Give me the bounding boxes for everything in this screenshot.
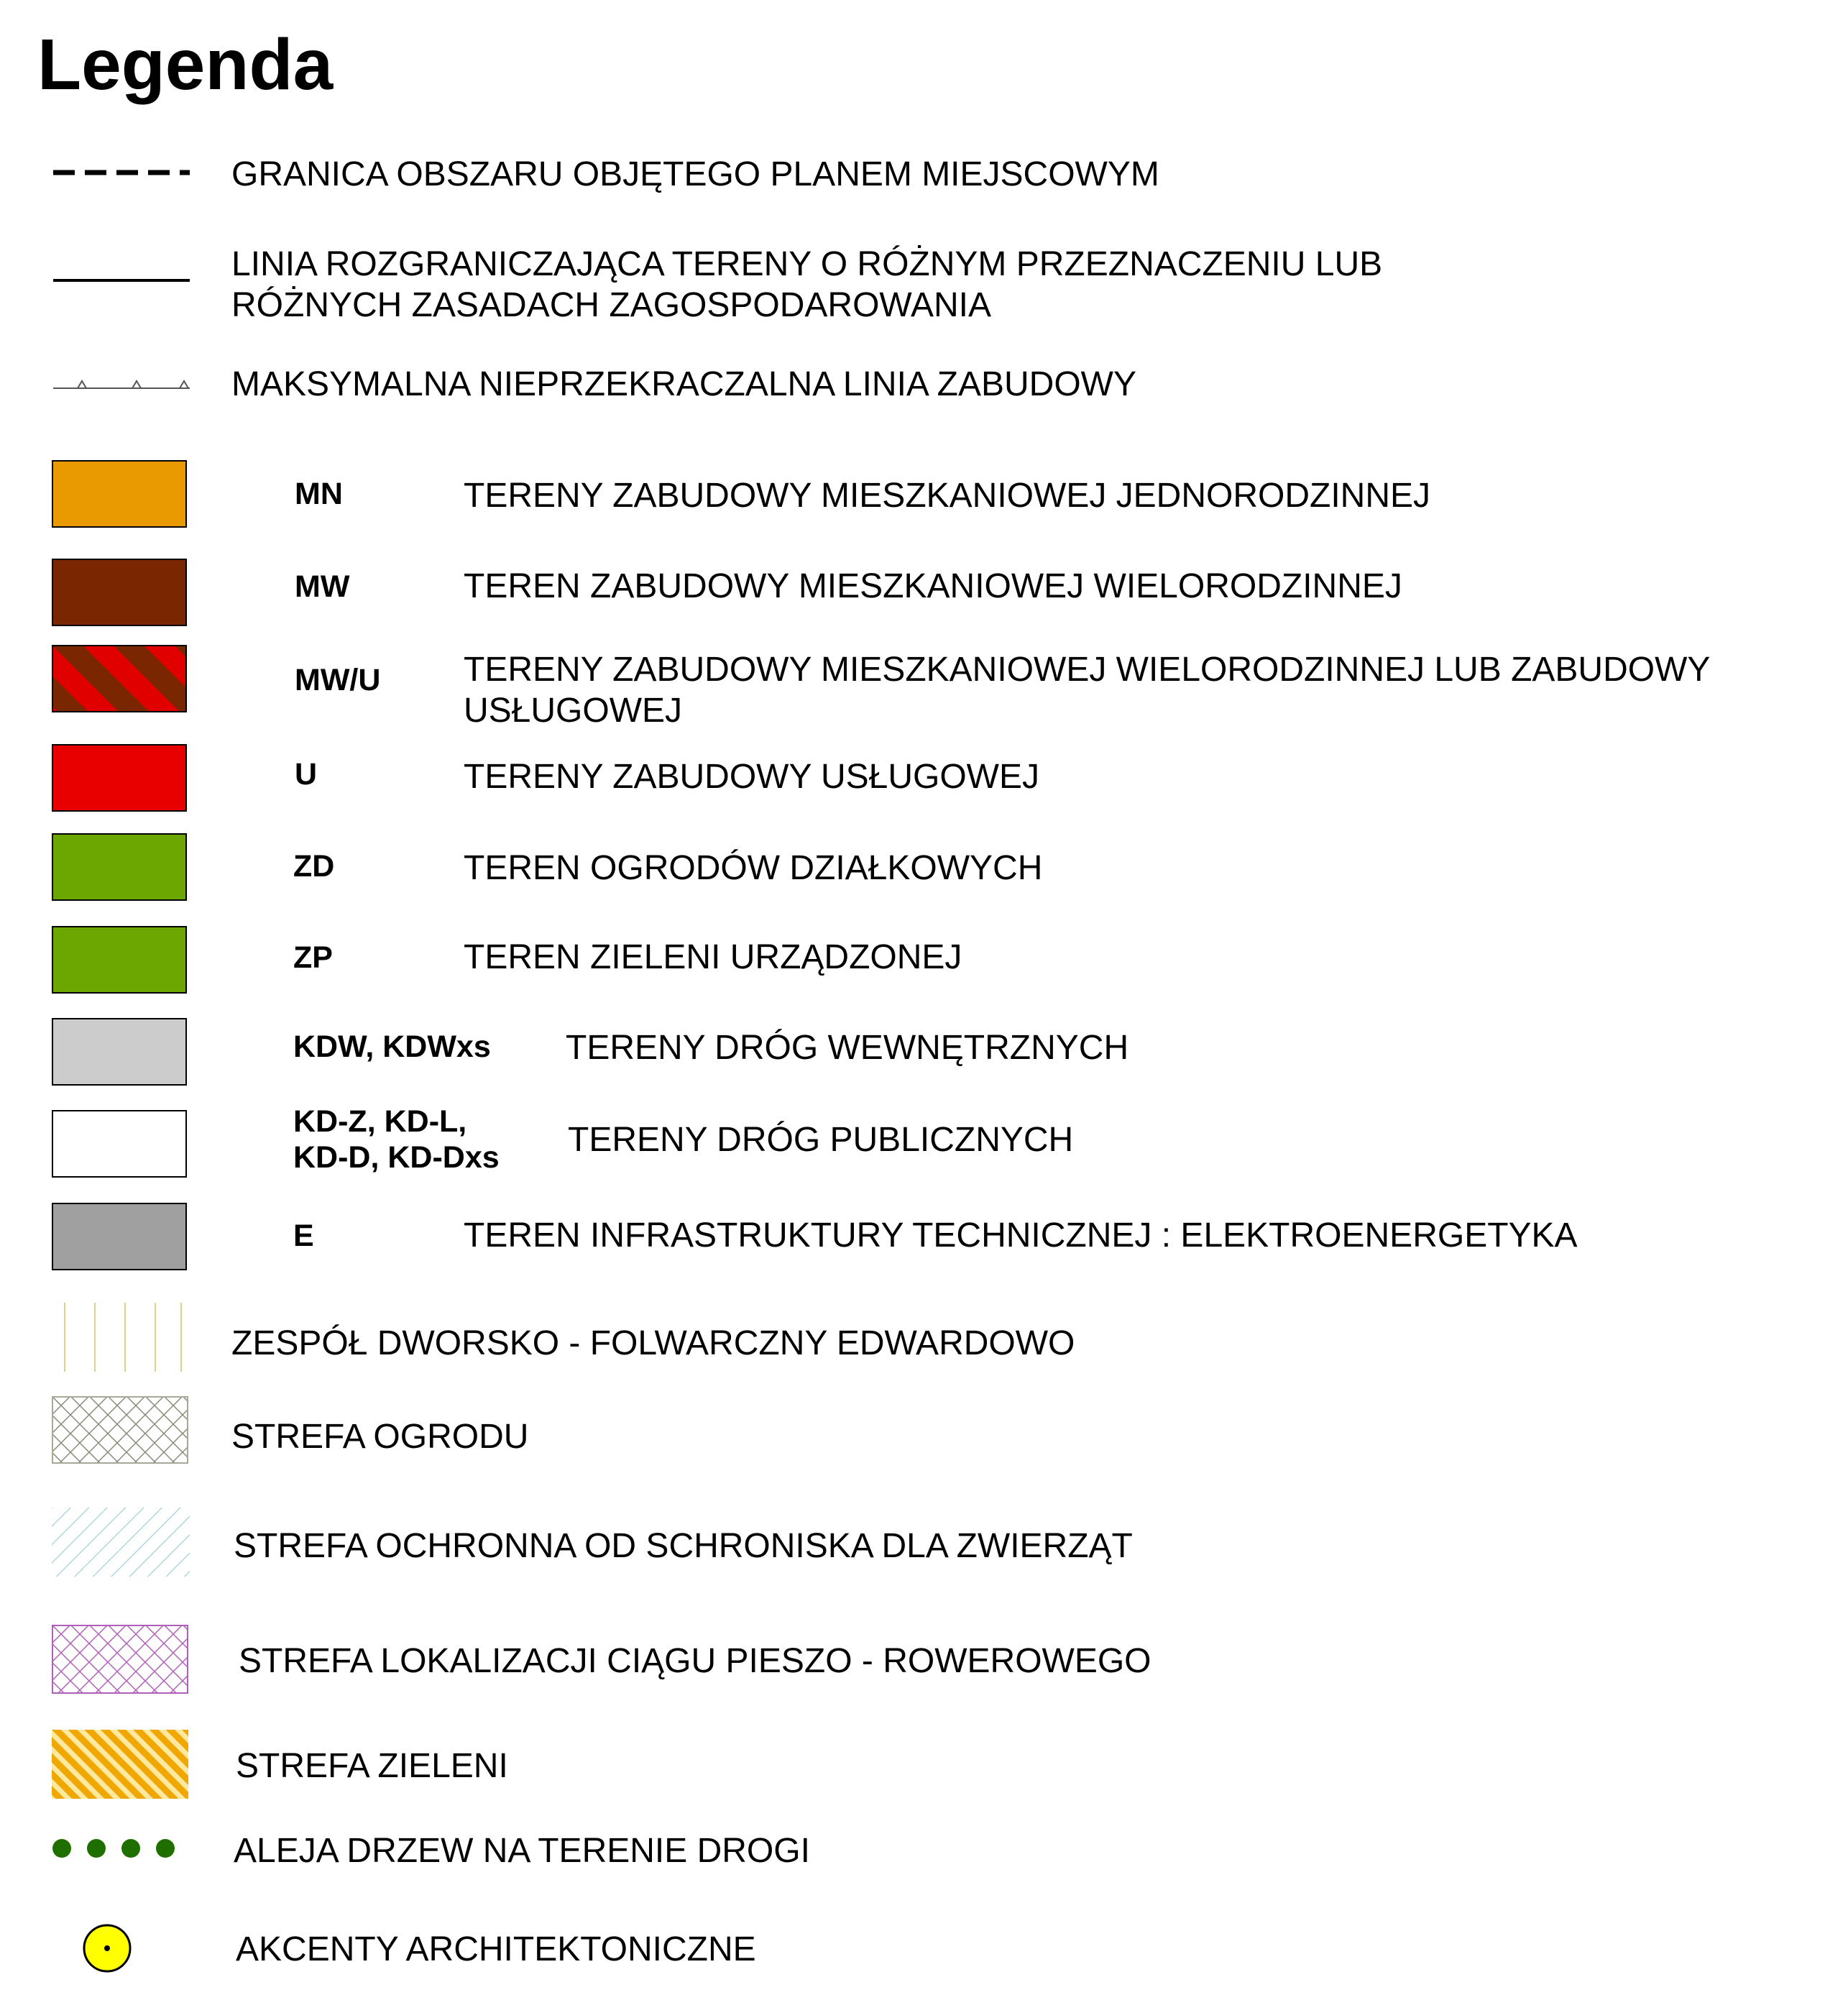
- zone-label-mwu-2: USŁUGOWEJ: [464, 692, 683, 730]
- zone-swatch-mwu: [52, 645, 187, 712]
- zone-label-mw: TEREN ZABUDOWY MIESZKANIOWEJ WIELORODZINNEJ: [464, 567, 1402, 605]
- zone-label-mn: TERENY ZABUDOWY MIESZKANIOWEJ JEDNORODZINNEJ: [464, 477, 1431, 515]
- overlay-label-tree-alley: ALEJA DRZEW NA TERENIE DROGI: [234, 1832, 810, 1870]
- zone-label-zp: TEREN ZIELENI URZĄDZONEJ: [464, 938, 962, 976]
- zone-code-mw: MW: [295, 569, 350, 604]
- zone-code-kd-2: KD-D, KD-Dxs: [293, 1140, 500, 1175]
- zone-label-kd: TERENY DRÓG PUBLICZNYCH: [568, 1121, 1074, 1159]
- overlay-label-pedestrian-bike: STREFA LOKALIZACJI CIĄGU PIESZO - ROWEROWEGO: [239, 1642, 1151, 1680]
- zone-code-mn: MN: [295, 477, 343, 511]
- legend-label-demarcation-2: RÓŻNYCH ZASADACH ZAGOSPODAROWANIA: [231, 286, 991, 324]
- zone-code-zp: ZP: [293, 940, 333, 975]
- legend-label-demarcation-1: LINIA ROZGRANICZAJĄCA TERENY O RÓŻNYM PRZEZNACZENIU LUB: [231, 245, 1383, 283]
- overlay-label-garden: STREFA OGRODU: [231, 1418, 529, 1456]
- pedestrian-bike-crosshatch-symbol: [52, 1625, 188, 1694]
- zone-swatch-mw: [52, 559, 187, 626]
- tree-alley-dots-symbol: [52, 1836, 181, 1862]
- overlay-label-shelter: STREFA OCHRONNA OD SCHRONISKA DLA ZWIERZĄT: [234, 1527, 1133, 1565]
- zone-code-u: U: [295, 757, 318, 792]
- zone-code-mwu: MW/U: [295, 663, 381, 697]
- zone-label-e: TEREN INFRASTRUKTURY TECHNICZNEJ : ELEKTROENERGETYKA: [464, 1216, 1578, 1255]
- zone-swatch-u: [52, 744, 187, 812]
- zone-swatch-kdw: [52, 1018, 187, 1086]
- zone-swatch-mn: [52, 460, 187, 528]
- architectural-accent-circle-symbol: [81, 1922, 133, 1974]
- boundary-dashed-line-symbol: [53, 165, 190, 180]
- building-line-symbol: [53, 374, 190, 393]
- overlay-label-architectural-accents: AKCENTY ARCHITEKTONICZNE: [236, 1930, 756, 1968]
- zone-swatch-zp: [52, 926, 187, 994]
- zone-code-kd-1: KD-Z, KD-L,: [293, 1104, 467, 1139]
- zone-label-zd: TEREN OGRODÓW DZIAŁKOWYCH: [464, 849, 1043, 887]
- green-zone-hatch-symbol: [52, 1730, 188, 1799]
- demarcation-line-symbol: [53, 277, 190, 284]
- shelter-buffer-hatch-symbol: [52, 1508, 190, 1577]
- legend-label-boundary: GRANICA OBSZARU OBJĘTEGO PLANEM MIEJSCOWYM: [231, 155, 1159, 193]
- zone-label-mwu-1: TERENY ZABUDOWY MIESZKANIOWEJ WIELORODZINNEJ LUB ZABUDOWY: [464, 651, 1711, 689]
- overlay-label-manor: ZESPÓŁ DWORSKO - FOLWARCZNY EDWARDOWO: [231, 1324, 1075, 1362]
- zone-code-e: E: [293, 1219, 314, 1253]
- zone-swatch-kd: [52, 1110, 187, 1178]
- zone-label-u: TERENY ZABUDOWY USŁUGOWEJ: [464, 758, 1039, 796]
- legend-label-building-line: MAKSYMALNA NIEPRZEKRACZALNA LINIA ZABUDOWY: [231, 365, 1136, 403]
- zone-swatch-zd: [52, 833, 187, 901]
- overlay-label-green-zone: STREFA ZIELENI: [236, 1747, 508, 1785]
- zone-code-kdw: KDW, KDWxs: [293, 1029, 491, 1064]
- zone-swatch-e: [52, 1203, 187, 1270]
- manor-complex-lines-symbol: [62, 1303, 184, 1372]
- zone-code-zd: ZD: [293, 849, 335, 884]
- zone-label-kdw: TERENY DRÓG WEWNĘTRZNYCH: [566, 1029, 1129, 1067]
- legend-title: Legenda: [37, 24, 334, 105]
- garden-zone-crosshatch-symbol: [52, 1396, 188, 1464]
